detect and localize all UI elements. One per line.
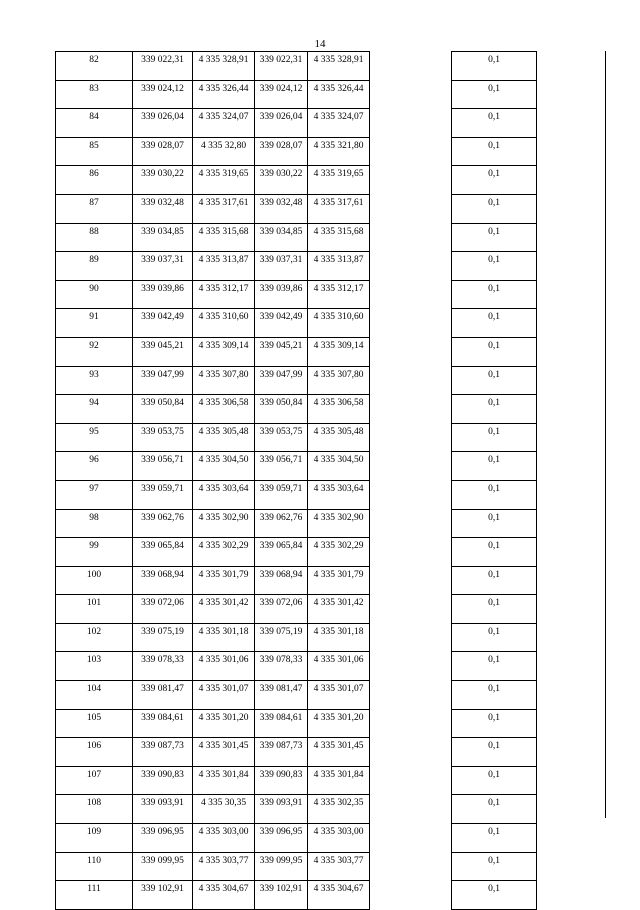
- empty-gap-cell: [370, 652, 452, 681]
- y-coordinate-cell: 4 335 324,07: [193, 109, 255, 138]
- point-number-cell: 102: [56, 623, 133, 652]
- x-coordinate-cell: 339 068,94: [133, 566, 193, 595]
- y-coordinate-cell: 4 335 328,91: [193, 52, 255, 81]
- accuracy-value-cell: 0,1: [452, 509, 537, 538]
- point-number-cell: 82: [56, 52, 133, 81]
- y-coordinate-cell: 4 335 301,42: [308, 595, 370, 624]
- right-border-line: [605, 51, 606, 818]
- y-coordinate-cell: 4 335 313,87: [193, 252, 255, 281]
- y-coordinate-cell: 4 335 304,67: [308, 881, 370, 910]
- x-coordinate-cell: 339 084,61: [133, 709, 193, 738]
- x-coordinate-cell: 339 062,76: [255, 509, 308, 538]
- table-row: [56, 223, 537, 252]
- y-coordinate-cell: 4 335 307,80: [193, 366, 255, 395]
- x-coordinate-cell: 339 053,75: [255, 423, 308, 452]
- x-coordinate-cell: 339 072,06: [133, 595, 193, 624]
- empty-gap-cell: [370, 166, 452, 195]
- x-coordinate-cell: 339 075,19: [255, 623, 308, 652]
- empty-gap-cell: [370, 480, 452, 509]
- point-number-cell: 93: [56, 366, 133, 395]
- empty-gap-cell: [370, 738, 452, 767]
- x-coordinate-cell: 339 102,91: [133, 881, 193, 910]
- y-coordinate-cell: 4 335 305,48: [193, 423, 255, 452]
- point-number-cell: 96: [56, 452, 133, 481]
- x-coordinate-cell: 339 026,04: [255, 109, 308, 138]
- x-coordinate-cell: 339 065,84: [133, 538, 193, 567]
- y-coordinate-cell: 4 335 301,45: [193, 738, 255, 767]
- accuracy-value-cell: 0,1: [452, 280, 537, 309]
- table-row: [56, 595, 537, 624]
- accuracy-value-cell: 0,1: [452, 538, 537, 567]
- x-coordinate-cell: 339 034,85: [255, 223, 308, 252]
- table-row: [56, 881, 537, 910]
- y-coordinate-cell: 4 335 312,17: [193, 280, 255, 309]
- x-coordinate-cell: 339 030,22: [255, 166, 308, 195]
- point-number-cell: 92: [56, 337, 133, 366]
- x-coordinate-cell: 339 045,21: [255, 337, 308, 366]
- y-coordinate-cell: 4 335 304,67: [193, 881, 255, 910]
- accuracy-value-cell: 0,1: [452, 709, 537, 738]
- table-row: [56, 194, 537, 223]
- y-coordinate-cell: 4 335 317,61: [193, 194, 255, 223]
- y-coordinate-cell: 4 335 301,20: [193, 709, 255, 738]
- accuracy-value-cell: 0,1: [452, 566, 537, 595]
- x-coordinate-cell: 339 037,31: [133, 252, 193, 281]
- empty-gap-cell: [370, 881, 452, 910]
- y-coordinate-cell: 4 335 303,64: [308, 480, 370, 509]
- y-coordinate-cell: 4 335 304,50: [308, 452, 370, 481]
- table-row: [56, 480, 537, 509]
- table-row: [56, 824, 537, 853]
- coordinates-table-body: [56, 52, 537, 910]
- table-row: [56, 366, 537, 395]
- point-number-cell: 101: [56, 595, 133, 624]
- x-coordinate-cell: 339 047,99: [133, 366, 193, 395]
- y-coordinate-cell: 4 335 319,65: [308, 166, 370, 195]
- table-row: [56, 280, 537, 309]
- empty-gap-cell: [370, 337, 452, 366]
- x-coordinate-cell: 339 032,48: [133, 194, 193, 223]
- y-coordinate-cell: 4 335 301,42: [193, 595, 255, 624]
- x-coordinate-cell: 339 039,86: [133, 280, 193, 309]
- y-coordinate-cell: 4 335 306,58: [308, 395, 370, 424]
- accuracy-value-cell: 0,1: [452, 366, 537, 395]
- accuracy-value-cell: 0,1: [452, 738, 537, 767]
- x-coordinate-cell: 339 056,71: [255, 452, 308, 481]
- accuracy-value-cell: 0,1: [452, 252, 537, 281]
- point-number-cell: 94: [56, 395, 133, 424]
- point-number-cell: 107: [56, 766, 133, 795]
- y-coordinate-cell: 4 335 30,35: [193, 795, 255, 824]
- empty-gap-cell: [370, 52, 452, 81]
- y-coordinate-cell: 4 335 301,20: [308, 709, 370, 738]
- accuracy-value-cell: 0,1: [452, 681, 537, 710]
- x-coordinate-cell: 339 042,49: [255, 309, 308, 338]
- point-number-cell: 84: [56, 109, 133, 138]
- y-coordinate-cell: 4 335 303,77: [193, 852, 255, 881]
- empty-gap-cell: [370, 709, 452, 738]
- empty-gap-cell: [370, 252, 452, 281]
- empty-gap-cell: [370, 766, 452, 795]
- x-coordinate-cell: 339 022,31: [255, 52, 308, 81]
- table-row: [56, 80, 537, 109]
- point-number-cell: 111: [56, 881, 133, 910]
- accuracy-value-cell: 0,1: [452, 137, 537, 166]
- y-coordinate-cell: 4 335 315,68: [308, 223, 370, 252]
- y-coordinate-cell: 4 335 304,50: [193, 452, 255, 481]
- y-coordinate-cell: 4 335 303,00: [308, 824, 370, 853]
- accuracy-value-cell: 0,1: [452, 480, 537, 509]
- point-number-cell: 88: [56, 223, 133, 252]
- x-coordinate-cell: 339 028,07: [255, 137, 308, 166]
- y-coordinate-cell: 4 335 313,87: [308, 252, 370, 281]
- x-coordinate-cell: 339 059,71: [255, 480, 308, 509]
- y-coordinate-cell: 4 335 301,84: [308, 766, 370, 795]
- empty-gap-cell: [370, 137, 452, 166]
- x-coordinate-cell: 339 062,76: [133, 509, 193, 538]
- x-coordinate-cell: 339 028,07: [133, 137, 193, 166]
- x-coordinate-cell: 339 034,85: [133, 223, 193, 252]
- empty-gap-cell: [370, 366, 452, 395]
- point-number-cell: 99: [56, 538, 133, 567]
- y-coordinate-cell: 4 335 310,60: [193, 309, 255, 338]
- y-coordinate-cell: 4 335 301,07: [193, 681, 255, 710]
- y-coordinate-cell: 4 335 302,29: [193, 538, 255, 567]
- point-number-cell: 83: [56, 80, 133, 109]
- y-coordinate-cell: 4 335 302,35: [308, 795, 370, 824]
- x-coordinate-cell: 339 102,91: [255, 881, 308, 910]
- y-coordinate-cell: 4 335 319,65: [193, 166, 255, 195]
- y-coordinate-cell: 4 335 317,61: [308, 194, 370, 223]
- y-coordinate-cell: 4 335 305,48: [308, 423, 370, 452]
- point-number-cell: 87: [56, 194, 133, 223]
- empty-gap-cell: [370, 423, 452, 452]
- x-coordinate-cell: 339 075,19: [133, 623, 193, 652]
- table-row: [56, 423, 537, 452]
- y-coordinate-cell: 4 335 302,29: [308, 538, 370, 567]
- accuracy-value-cell: 0,1: [452, 337, 537, 366]
- x-coordinate-cell: 339 050,84: [255, 395, 308, 424]
- x-coordinate-cell: 339 096,95: [133, 824, 193, 853]
- table-row: [56, 452, 537, 481]
- y-coordinate-cell: 4 335 301,79: [193, 566, 255, 595]
- x-coordinate-cell: 339 053,75: [133, 423, 193, 452]
- point-number-cell: 98: [56, 509, 133, 538]
- point-number-cell: 89: [56, 252, 133, 281]
- x-coordinate-cell: 339 084,61: [255, 709, 308, 738]
- x-coordinate-cell: 339 078,33: [133, 652, 193, 681]
- accuracy-value-cell: 0,1: [452, 309, 537, 338]
- empty-gap-cell: [370, 194, 452, 223]
- point-number-cell: 103: [56, 652, 133, 681]
- table-row: [56, 137, 537, 166]
- y-coordinate-cell: 4 335 301,45: [308, 738, 370, 767]
- x-coordinate-cell: 339 059,71: [133, 480, 193, 509]
- accuracy-value-cell: 0,1: [452, 623, 537, 652]
- accuracy-value-cell: 0,1: [452, 452, 537, 481]
- accuracy-value-cell: 0,1: [452, 109, 537, 138]
- x-coordinate-cell: 339 081,47: [133, 681, 193, 710]
- x-coordinate-cell: 339 096,95: [255, 824, 308, 853]
- y-coordinate-cell: 4 335 306,58: [193, 395, 255, 424]
- table-row: [56, 109, 537, 138]
- accuracy-value-cell: 0,1: [452, 766, 537, 795]
- y-coordinate-cell: 4 335 328,91: [308, 52, 370, 81]
- empty-gap-cell: [370, 80, 452, 109]
- y-coordinate-cell: 4 335 301,06: [308, 652, 370, 681]
- table-row: [56, 337, 537, 366]
- x-coordinate-cell: 339 072,06: [255, 595, 308, 624]
- y-coordinate-cell: 4 335 301,06: [193, 652, 255, 681]
- empty-gap-cell: [370, 452, 452, 481]
- point-number-cell: 110: [56, 852, 133, 881]
- empty-gap-cell: [370, 852, 452, 881]
- accuracy-value-cell: 0,1: [452, 824, 537, 853]
- point-number-cell: 95: [56, 423, 133, 452]
- y-coordinate-cell: 4 335 307,80: [308, 366, 370, 395]
- empty-gap-cell: [370, 538, 452, 567]
- x-coordinate-cell: 339 030,22: [133, 166, 193, 195]
- empty-gap-cell: [370, 824, 452, 853]
- table-row: [56, 623, 537, 652]
- x-coordinate-cell: 339 047,99: [255, 366, 308, 395]
- x-coordinate-cell: 339 026,04: [133, 109, 193, 138]
- y-coordinate-cell: 4 335 32,80: [193, 137, 255, 166]
- y-coordinate-cell: 4 335 309,14: [308, 337, 370, 366]
- empty-gap-cell: [370, 681, 452, 710]
- y-coordinate-cell: 4 335 309,14: [193, 337, 255, 366]
- table-row: [56, 538, 537, 567]
- x-coordinate-cell: 339 090,83: [255, 766, 308, 795]
- y-coordinate-cell: 4 335 301,18: [308, 623, 370, 652]
- x-coordinate-cell: 339 099,95: [133, 852, 193, 881]
- accuracy-value-cell: 0,1: [452, 795, 537, 824]
- y-coordinate-cell: 4 335 301,07: [308, 681, 370, 710]
- x-coordinate-cell: 339 087,73: [255, 738, 308, 767]
- table-row: [56, 52, 537, 81]
- y-coordinate-cell: 4 335 326,44: [308, 80, 370, 109]
- point-number-cell: 104: [56, 681, 133, 710]
- table-row: [56, 652, 537, 681]
- accuracy-value-cell: 0,1: [452, 881, 537, 910]
- x-coordinate-cell: 339 056,71: [133, 452, 193, 481]
- x-coordinate-cell: 339 090,83: [133, 766, 193, 795]
- x-coordinate-cell: 339 093,91: [255, 795, 308, 824]
- point-number-cell: 109: [56, 824, 133, 853]
- empty-gap-cell: [370, 566, 452, 595]
- y-coordinate-cell: 4 335 321,80: [308, 137, 370, 166]
- y-coordinate-cell: 4 335 310,60: [308, 309, 370, 338]
- point-number-cell: 108: [56, 795, 133, 824]
- x-coordinate-cell: 339 045,21: [133, 337, 193, 366]
- y-coordinate-cell: 4 335 303,64: [193, 480, 255, 509]
- empty-gap-cell: [370, 595, 452, 624]
- empty-gap-cell: [370, 509, 452, 538]
- table-row: [56, 509, 537, 538]
- empty-gap-cell: [370, 623, 452, 652]
- accuracy-value-cell: 0,1: [452, 194, 537, 223]
- x-coordinate-cell: 339 042,49: [133, 309, 193, 338]
- x-coordinate-cell: 339 039,86: [255, 280, 308, 309]
- accuracy-value-cell: 0,1: [452, 52, 537, 81]
- empty-gap-cell: [370, 309, 452, 338]
- table-row: [56, 738, 537, 767]
- table-row: [56, 395, 537, 424]
- table-row: [56, 309, 537, 338]
- point-number-cell: 85: [56, 137, 133, 166]
- x-coordinate-cell: 339 099,95: [255, 852, 308, 881]
- empty-gap-cell: [370, 395, 452, 424]
- point-number-cell: 106: [56, 738, 133, 767]
- table-row: [56, 766, 537, 795]
- point-number-cell: 105: [56, 709, 133, 738]
- accuracy-value-cell: 0,1: [452, 595, 537, 624]
- x-coordinate-cell: 339 093,91: [133, 795, 193, 824]
- accuracy-value-cell: 0,1: [452, 166, 537, 195]
- y-coordinate-cell: 4 335 301,79: [308, 566, 370, 595]
- x-coordinate-cell: 339 068,94: [255, 566, 308, 595]
- y-coordinate-cell: 4 335 301,84: [193, 766, 255, 795]
- x-coordinate-cell: 339 078,33: [255, 652, 308, 681]
- coordinates-table: [55, 51, 537, 910]
- accuracy-value-cell: 0,1: [452, 852, 537, 881]
- y-coordinate-cell: 4 335 326,44: [193, 80, 255, 109]
- empty-gap-cell: [370, 109, 452, 138]
- y-coordinate-cell: 4 335 324,07: [308, 109, 370, 138]
- table-row: [56, 252, 537, 281]
- accuracy-value-cell: 0,1: [452, 395, 537, 424]
- point-number-cell: 91: [56, 309, 133, 338]
- table-row: [56, 681, 537, 710]
- x-coordinate-cell: 339 024,12: [255, 80, 308, 109]
- empty-gap-cell: [370, 223, 452, 252]
- x-coordinate-cell: 339 022,31: [133, 52, 193, 81]
- table-row: [56, 566, 537, 595]
- point-number-cell: 97: [56, 480, 133, 509]
- y-coordinate-cell: 4 335 312,17: [308, 280, 370, 309]
- y-coordinate-cell: 4 335 303,77: [308, 852, 370, 881]
- empty-gap-cell: [370, 280, 452, 309]
- y-coordinate-cell: 4 335 301,18: [193, 623, 255, 652]
- y-coordinate-cell: 4 335 303,00: [193, 824, 255, 853]
- x-coordinate-cell: 339 037,31: [255, 252, 308, 281]
- accuracy-value-cell: 0,1: [452, 223, 537, 252]
- accuracy-value-cell: 0,1: [452, 80, 537, 109]
- x-coordinate-cell: 339 032,48: [255, 194, 308, 223]
- x-coordinate-cell: 339 087,73: [133, 738, 193, 767]
- point-number-cell: 86: [56, 166, 133, 195]
- table-row: [56, 852, 537, 881]
- page-number: 14: [314, 38, 326, 50]
- point-number-cell: 90: [56, 280, 133, 309]
- x-coordinate-cell: 339 050,84: [133, 395, 193, 424]
- accuracy-value-cell: 0,1: [452, 423, 537, 452]
- table-row: [56, 795, 537, 824]
- x-coordinate-cell: 339 024,12: [133, 80, 193, 109]
- y-coordinate-cell: 4 335 302,90: [193, 509, 255, 538]
- table-row: [56, 709, 537, 738]
- accuracy-value-cell: 0,1: [452, 652, 537, 681]
- y-coordinate-cell: 4 335 302,90: [308, 509, 370, 538]
- x-coordinate-cell: 339 065,84: [255, 538, 308, 567]
- x-coordinate-cell: 339 081,47: [255, 681, 308, 710]
- table-row: [56, 166, 537, 195]
- point-number-cell: 100: [56, 566, 133, 595]
- empty-gap-cell: [370, 795, 452, 824]
- y-coordinate-cell: 4 335 315,68: [193, 223, 255, 252]
